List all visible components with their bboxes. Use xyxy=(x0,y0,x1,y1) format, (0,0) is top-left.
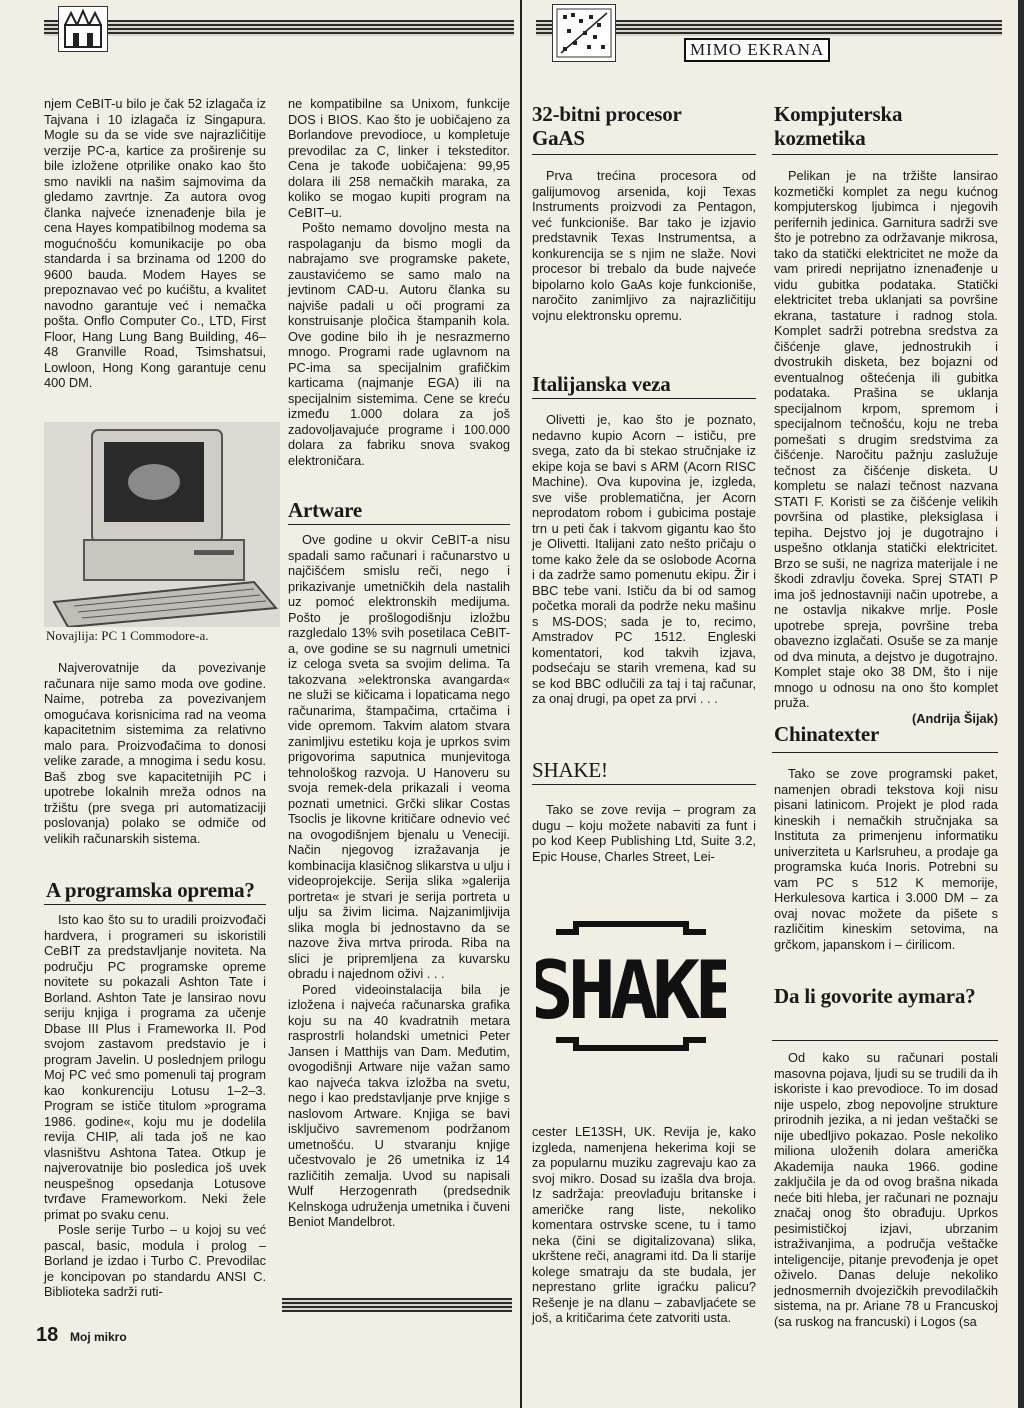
col3-paragraph-2: Olivetti je, kao što je poznato, nedavno kupio Acorn – ističu, pre svega, zato da bi stekao stručnjake iz ekipe koja se bavi s ARM (Acorn RISC Machine). Ova kupovina je, izgleda, sve više problematična, jer Acorn neprodatom robom i gubicima postaje trn u peti čak i takvom gigantu kao što je Olivetti. Italijani zato nešto pričaju o tome kako žele da se oslobode Acorna i da zadrže samo pomenutu ekipu. Žir i BBC tebe vani. Ističu da bi od samog početka morali da podrže neku mašinu s MS-DOS; sada je to, recimo, Amstradov PC 1512. Engleski komentatori, kod takvih izjava, podsećaju se starih vremena, kad su se kod BBC odlučili za taj i taj računar, za onaj drugi, pa opet za prvi . . . xyxy=(532,412,756,706)
heading-rule xyxy=(772,752,998,753)
photo-caption: Novajlija: PC 1 Commodore-a. xyxy=(46,628,209,643)
page-edge xyxy=(1018,0,1024,1408)
col1-paragraph-1: njem CeBIT-u bilo je čak 52 izlagača iz Tajvana i 10 izlagača iz Singapura. Mogle su da se vide sve najrazličitije verzije PC-a, kartice za proširenje su bile izložene otprilike onako kao što smo navikli na našim sajmovima da gledamo zavrtnje. Za autora ovog članka najveće iznenađenje bila je cena Hayes kompatibilnog modema sa mogućnošću komunikacije po oba standarda i sa brzinama od 1200 do 9600 bauda. Modem Hayes se prepoznavao već po kućištu, a kvalitet navodno garantuje već i nemačka pošta. Onflo Computer Co., LTD, First Floor, Hang Lung Bang Building, 46–48 Granville Road, Tsimshatsui, Lowloon, Hong Kong garantuje cenu 400 DM. xyxy=(44,96,266,390)
col4-paragraph-2: Tako se zove programski paket, namenjen obradi tekstova koji nisu pisani latinicom. Projekt je plod rada kineskih i nemačkih stručnjaka sa Instituta za primenjenu informatiku univerziteta u Karlsruheu, a prodaje ga programska kuća Inoris. Potrebni su vam PC s 512 K memorije, Herkulesova kartica i 3.000 DM – za ovaj novac možete da pišete s različitim kineskim setovima, na grčkom, japanskom i – ćirilicom. xyxy=(774,766,998,952)
col1-paragraph-2: Najverovatnije da povezivanje računara nije samo moda ove godine. Naime, potreba za povezivanjem omogućava korisnicima rad na veoma kapacitetnim sistemima za relativno malo para. Proizvođačima to donosi velike zarade, a mnogima i sedu kosu. Baš zbog sve kapacitetnijih PC i upotrebe lokalnih mreža odnos na tržištu (pre svega pri automatizaciji poslovanja) polako se odmiče od velikih računarskih sistema. xyxy=(44,660,266,846)
heading-rule xyxy=(532,784,756,785)
column-3-shake-intro xyxy=(532,802,756,864)
center-divider xyxy=(520,0,522,1408)
column-2-top xyxy=(288,96,510,468)
heading-rule xyxy=(532,398,756,399)
column-4-top xyxy=(774,168,998,726)
section-tag: MIMO EKRANA xyxy=(684,38,830,62)
heading-rule xyxy=(532,154,756,155)
column-end-bar xyxy=(282,1298,512,1312)
shake-logo xyxy=(536,916,726,1056)
heading-aymara: Da li govorite aymara? xyxy=(774,984,976,1008)
column-3-top xyxy=(532,168,756,323)
col3-paragraph-3: Tako se zove revija – program za dugu – koju možete nabaviti za funt i po kod Keep Publishing Ltd, Suite 3.2, Epic House, Charles Street, Lei- xyxy=(532,802,756,864)
heading-rule xyxy=(44,904,266,905)
column-3-middle xyxy=(532,412,756,707)
heading-kompjuterska-kozmetika: Kompjuterska kozmetika xyxy=(774,102,903,150)
heading-chinatexter: Chinatexter xyxy=(774,722,880,746)
heading-programska-oprema: A programska oprema? xyxy=(46,878,255,902)
column-1-lower xyxy=(44,912,266,1300)
page-number: 18 xyxy=(36,1324,59,1346)
pixel-art-logo-icon xyxy=(552,4,616,62)
column-2-bottom xyxy=(288,532,510,1230)
commodore-pc-photo xyxy=(44,422,280,627)
heading-shake: SHAKE! xyxy=(532,758,608,782)
column-3-bottom xyxy=(532,1124,756,1326)
heading-rule xyxy=(288,524,510,525)
col3-paragraph-4: cester LE13SH, UK. Revija je, kako izgleda, namenjena hekerima koji se za popularnu muziku zagrevaju kao za svoj mikro. Dosad su izašla dva broja. Iz sadržaja: preovlađuju britanske i američke rang liste, nekoliko komentara ostrvske scene, tu i tamo neka (čini se digitalizovana) slika, ukrštene reči, anagrami itd. Da li starije kolege smatraju da ste budala, jer neprestano grlite igraćku palicu? Rešenje je na dlanu – zabavljaćete se još, a kritičarima ćete zatvoriti usta. xyxy=(532,1124,756,1325)
magazine-name: Moj mikro xyxy=(70,1330,127,1344)
column-4-bottom xyxy=(774,1050,998,1329)
col4-paragraph-1: Pelikan je na tržište lansirao kozmetički komplet za negu kućnog kompjuterskog ljubimca i njegovih perifernih jedinica. Garnitura sadrži sve što je potrebno za održavanje mikrosa, tako da statički elektricitet ne može da vam priredi neprijatno iznenađenje u vidu gubitka podataka. Statički elektricitet treba uklanjati sa površine ekrana, tastature i radnog stola. Komplet sadrži potrebna sredstva za čišćenje glave, jednostrukih i dvostrukih disketa, bez bojazni od eventualnog oštećenja ili gubitka podataka. Prašina se uklanja specijalnom krpom, spremom i specijalnom tečnošću, koju ne treba pomešati s drugim sredstvima za čišćenje. Naročitu pažnju zaslužuje tečnost za čišćenje disketa. U kompletu se nalazi tečnost nazvana STATI F. Koristi se za čišćenje velikih površina od plastike, pleksiglasa i tepiha. Dejstvo joj je dugotrajno i uspešno otklanja statički elektricitet. Brzo se suši, ne nagriza materijale i ne škodi zdravlju čoveka. Sprej STATI P ima još jednostavniji način upotrebe, a ne ostavlja nikakve mrlje. Posle upotrebe spreja, površine treba obavezno izglačati. Osuše se za manje od dva minuta, a dejstvo je dugotrajno. Komplet staje oko 38 DM, što i nije mnogo u odnosu na ono što komplet pruža. xyxy=(774,168,998,710)
col2-paragraph-2: Pošto nemamo dovoljno mesta na raspolaganju da bismo mogli da nabrajamo sve programske pakete, zaustavićemo se samo malo na jevtinom CAD-u. Autoru članka su najviše padali u oči programi za konstruisanje pločica štampanih kola. Ove godine bilo ih je nesrazmerno mnogo. Programi rade uglavnom na PC-ima sa specijalnim grafičkim karticama (najmanje EGA) ili na specijalnim sistemima. Cene se kreću između 1.000 dolara za još zadovoljavajuće programe i 100.000 dolara za fabriku snova svakog elektroničara. xyxy=(288,220,510,468)
shake-logo-text: SHAKE xyxy=(536,944,726,1037)
column-1-top xyxy=(44,96,266,391)
heading-rule xyxy=(772,1040,998,1041)
col2-paragraph-4: Pored videoinstalacija bila je izložena i najveća računarska grafika koju su na 40 kvadratnih metara rasprostrli holandski umetnici Peter Jansen i Matthijs van Dam. Međutim, ovogodišnji Artware nije važan samo kao najveća takva izložba na svetu, nego i kao predstavljanje prve knjige s naslovom Artware. Knjiga se bavi isključivo savremenom podržanom umetnošću. U stvaranju knjige učestvovalo je 26 umetnika iz 14 različitih zemalja. Uvod su napisali Wulf Herzogenrath (predsednik Kelnskoga udruženja umetnika i čuveni Beniot Mandelbrot. xyxy=(288,981,510,1229)
heading-artware: Artware xyxy=(288,498,363,522)
col2-paragraph-3: Ove godine u okvir CeBIT-a nisu spadali samo računari i računarstvo u najčišćem smislu reči, nego i prikazivanje umetničkih dela nastalih uz pomoć elektronskih medijuma. Pošto je prošlogodišnju izložbu razgledalo 13% svih posetilaca CeBIT-a, ove godine se su nagrnuli umetnici iz celoga sveta sa svojim delima. Ta takozvana »elektronska avangarda« ne služi se kičicama i lopaticama nego računarima, štampačima, crtačima i vide opremom. Takvim alatom stvara zanimljivu estetiku koja je uprkos svim prigovorima saputnica munjevitoga tehnološkog razvoja. U Hanoveru su svoja remek-dela prikazali i veoma poznati umetnici. Grčki slikar Costas Tsoclis je likovne kritičare odnevio već na ovogodišnjem bjenalu u Veneciji. Način njegovog izražavanja je kombinacija klasičnog slikarstva u ulju i videoprojekcije. Serija slika »galerija portreta« je stvari je serija portreta u ulju sa živim licima. Najzanimljivija slika mogla bi jednostavno da se nazove živa mrtva priroda. Riba na slici je pripremljena za kuvarsku obradu i najednom oživi . . . xyxy=(288,532,510,981)
col3-paragraph-1: Prva trećina procesora od galijumovog arsenida, koji Texas Instruments proizvodi za Pentagon, već funkcioniše. Bar tako je izjavio predstavnik Texas Instrumentsa, a konkurencija se s njim ne slaže. Novi procesor bi trebalo da bude najveće bipolarno kolo GaAs koje funkcioniše, naročito zanimljivo za najrazličitiju vojnu elektronsku opremu. xyxy=(532,168,756,323)
castle-logo-icon xyxy=(58,6,108,52)
col4-paragraph-3: Od kako su računari postali masovna pojava, ljudi su se trudili da ih iskoriste i kao prevodioce. To im dosad nije uspelo, zbog nepovoljne strukture prirodnih jezika, a ni jedan veštački se nije ubedljivo pokazao. Posle nekoliko miliona uloženih dolara američka Akademija nauka 1966. godine zaključila je da od ovog brašna nikada neće biti hleba, jer računari ne poznaju značaj onog što obrađuju. Uprkos pesimističkoj izjavi, ubrzanim istraživanjima, a područja veštačke inteligencije, pitanje prevođenja je opet oživelo. Danas deluje nekoliko jednosmernih dvojezičkih prevodilačkih sistema, na pr. Ariane 78 u Francuskoj (sa ruskog na francuski) i Logos (sa xyxy=(774,1050,998,1329)
col2-paragraph-1: ne kompatibilne sa Unixom, funkcije DOS i BIOS. Kao što je uobičajeno za Borlandove prevodioce, u kompletuje prevodilac za C, linker i teksteditor. Cena je takođe uobičajena: 99,95 dolara ili 258 nemačkih maraka, za koliko se mogao kupiti program na CeBIT–u. xyxy=(288,96,510,220)
col1-paragraph-3: Isto kao što su to uradili proizvođači hardvera, i programeri su iskoristili CeBIT za predstavljanje noviteta. Na području PC programske opreme novitete su pokazali Ashton Tate i Borland. Ashton Tate je lansirao novu seriju knjiga i programa za učenje Dbase III Plus i Frameworka II. Pod svojom zastavom predstavio je i program Javelin. U poslednjem prilogu Moj PC već smo pomenuli taj program kao konkurenciju Lotusu 1–2–3. Program se ističe titulom »programa 1986. godine«, koju mu je dodelila revija CHIP, ali tada još ne kao vlasništvu Ashtona Tatea. Otkup je najverovatnije bio posledica još uvek neuspešnog opsedanja Lotusove tvrđave Frameworkom. Neki žele primat po svaku cenu. xyxy=(44,912,266,1222)
author-credit: (Andrija Šijak) xyxy=(911,710,998,726)
heading-rule xyxy=(772,154,998,155)
header-bar-left xyxy=(44,20,514,36)
col1-paragraph-4: Posle serije Turbo – u kojoj su već pascal, basic, modula i prolog – Borland je izdao i Turbo C. Prevodilac je koncipovan po standardu ANSI C. Biblioteka sadrži ruti- xyxy=(44,1222,266,1299)
heading-gaas: 32-bitni procesor GaAS xyxy=(532,102,682,150)
column-1-bottom xyxy=(44,660,266,846)
column-4-middle xyxy=(774,766,998,952)
heading-italijanska-veza: Italijanska veza xyxy=(532,372,671,396)
